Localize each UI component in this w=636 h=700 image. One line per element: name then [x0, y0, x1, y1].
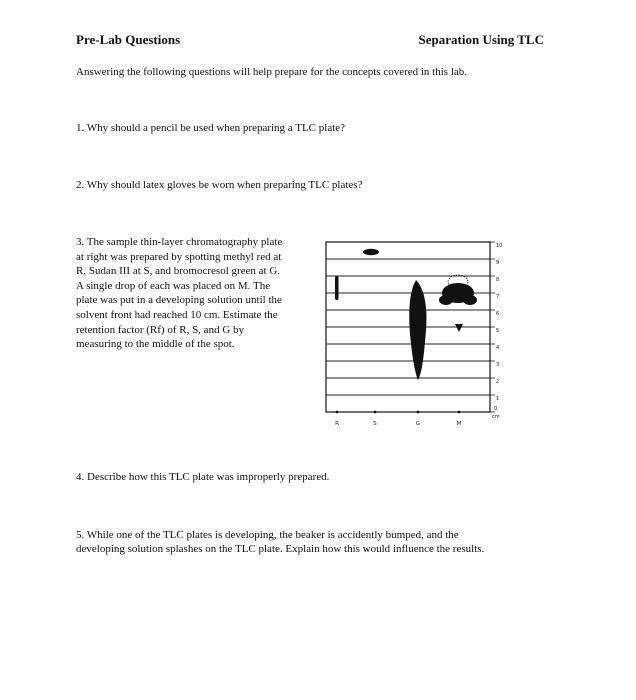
question-3 [76, 235, 314, 352]
lane-label-g: G [415, 421, 421, 427]
question-5-line: 5. While one of the TLC plates is developing, the beaker is accidently bumped, and the [76, 529, 459, 541]
question-3-line: solvent front had reached 10 cm. Estimate the [76, 308, 278, 321]
ruler-label: 7 [496, 294, 500, 300]
ruler-label: 0 [494, 406, 498, 412]
ruler-unit-label: cm [492, 414, 500, 420]
intro-text: Answering the following questions will help prepare for the concepts covered in this lab. [76, 66, 468, 78]
ruler-label: 5 [496, 328, 500, 334]
ruler-label: 8 [496, 277, 500, 283]
spot-s [363, 249, 379, 255]
tlc-plate-figure [318, 238, 518, 434]
spot-r [335, 276, 339, 300]
ruler-ticks [490, 242, 498, 412]
question-3-line: measuring to the middle of the spot. [76, 338, 235, 351]
question-1: 1. Why should a pencil be used when preparing a TLC plate? [76, 122, 346, 134]
ruler-label: 2 [496, 379, 500, 385]
section-title: Pre-Lab Questions [76, 32, 181, 47]
question-3-line: retention factor (Rf) of R, S, and G by [76, 323, 245, 336]
ruler-label: 1 [496, 396, 500, 402]
ruler-label: 10 [496, 243, 503, 249]
question-3-line: 3. The sample thin-layer chromatography plate [76, 236, 283, 248]
question-3-line: A single drop of each was placed on M. The [76, 279, 271, 292]
ruler-label: 3 [496, 362, 500, 368]
lab-title: Separation Using TLC [418, 32, 544, 47]
question-5 [76, 528, 484, 556]
question-3-line: at right was prepared by spotting methyl red at [76, 250, 282, 263]
question-3-line: R, Sudan III at S, and bromocresol green at G. [76, 265, 281, 278]
question-5-line: developing solution splashes on the TLC plate. Explain how this would influence the results. [76, 543, 485, 555]
lane-label-r: R [335, 421, 339, 427]
ruler-label: 9 [496, 260, 500, 266]
question-3-line: plate was put in a developing solution until the [76, 294, 282, 307]
ruler-label: 4 [496, 345, 500, 351]
ruler-label: 6 [496, 311, 500, 317]
question-2: 2. Why should latex gloves be worn when preparing TLC plates? [76, 179, 363, 191]
lane-label-m: M [456, 421, 462, 427]
lane-label-s: S [373, 421, 377, 427]
question-4: 4. Describe how this TLC plate was improperly prepared. [76, 471, 330, 483]
